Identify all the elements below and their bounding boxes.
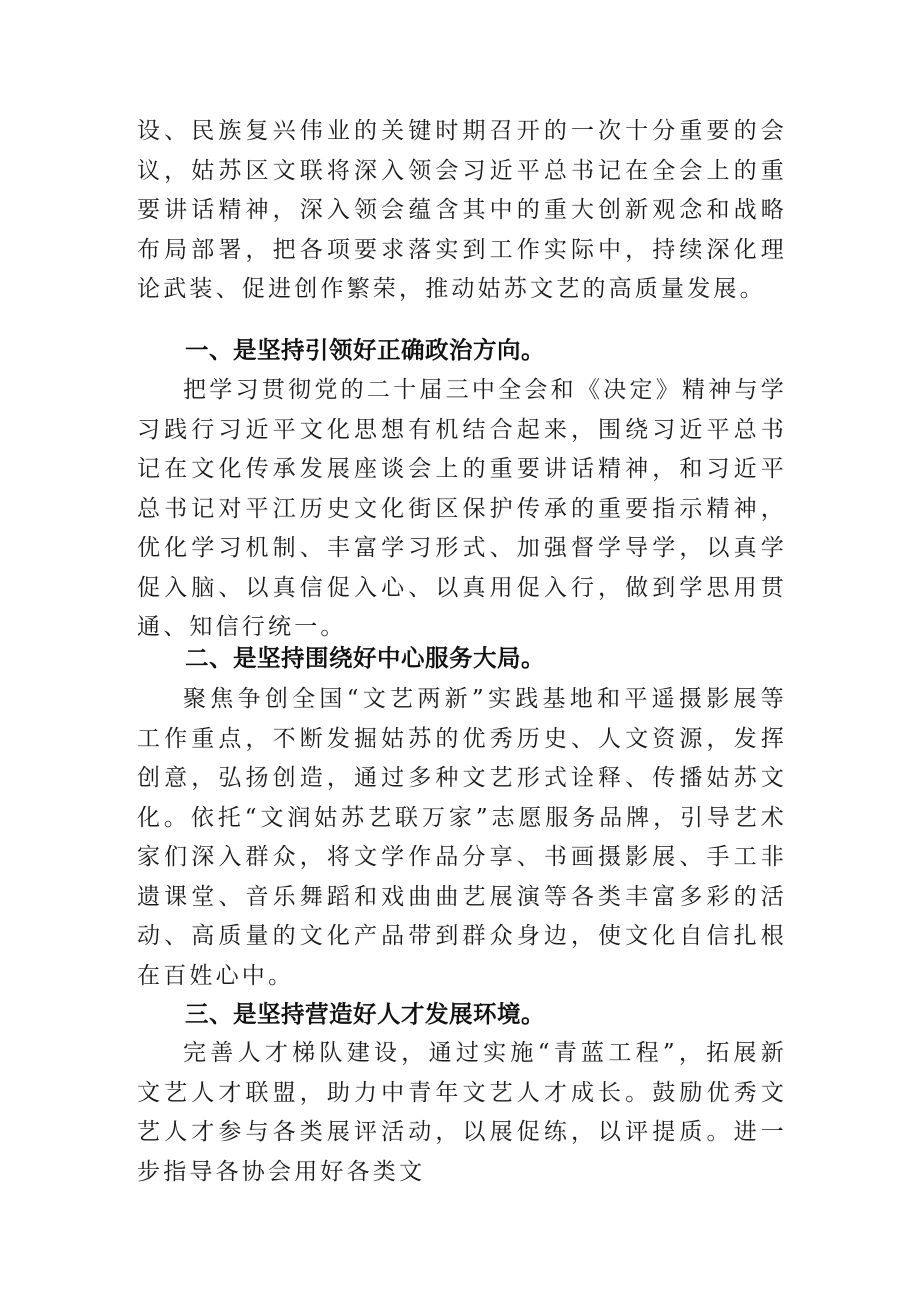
section-2-heading: 二、是坚持围绕好中心服务大局。 xyxy=(185,644,545,672)
section-3-heading: 三、是坚持营造好人才发展环境。 xyxy=(185,1000,545,1028)
section-1-paragraph: 把学习贯彻党的二十届三中全会和《决定》精神与学习践行习近平文化思想有机结合起来，围绕习近平总书记在文化传承发展座谈会上的重要讲话精神，和习近平总书记对平江历史文化街区保护传承的重要指示精神，优化学习机制、丰富学习形式、加强督学导学，以真学促入脑、以真信促入心、以真用促入行，做到学思用贯通、知信行统一。 xyxy=(137,377,787,640)
intro-paragraph: 设、民族复兴伟业的关键时期召开的一次十分重要的会议，姑苏区文联将深入领会习近平总书记在全会上的重要讲话精神，深入领会蕴含其中的重大创新观念和战略布局部署，把各项要求落实到工作实际中，持续深化理论武装、促进创作繁荣，推动姑苏文艺的高质量发展。 xyxy=(137,118,787,302)
section-2-paragraph: 聚焦争创全国“文艺两新”实践基地和平遥摄影展等工作重点，不断发掘姑苏的优秀历史、人文资源，发挥创意，弘扬创造，通过多种文艺形式诠释、传播姑苏文化。依托“文润姑苏艺联万家”志愿服务品牌，引导艺术家们深入群众，将文学作品分享、书画摄影展、手工非遗课堂、音乐舞蹈和戏曲曲艺展演等各类丰富多彩的活动、高质量的文化产品带到群众身边，使文化自信扎根在百姓心中。 xyxy=(137,686,787,989)
section-3-paragraph: 完善人才梯队建设，通过实施“青蓝工程”，拓展新文艺人才联盟，助力中青年文艺人才成长。鼓励优秀文艺人才参与各类展评活动，以展促练，以评提质。进一步指导各协会用好各类文 xyxy=(137,1040,787,1185)
section-1-heading: 一、是坚持引领好正确政治方向。 xyxy=(185,336,545,364)
